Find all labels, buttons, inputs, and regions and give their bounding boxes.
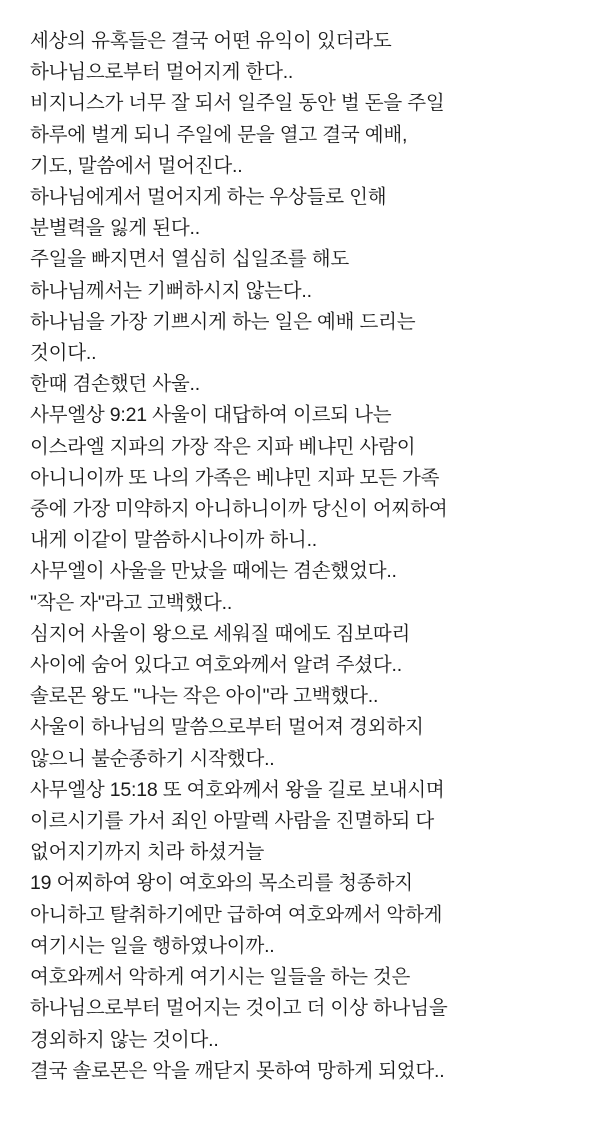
text-line: 이르시기를 가서 죄인 아말렉 사람을 진멸하되 다 bbox=[30, 810, 435, 833]
text-line: 경외하지 않는 것이다.. bbox=[30, 1028, 219, 1051]
text-line: 주일을 빠지면서 열심히 십일조를 해도 bbox=[30, 248, 350, 271]
document-text-block bbox=[30, 26, 578, 1087]
text-line: 사이에 숨어 있다고 여호와께서 알려 주셨다.. bbox=[30, 654, 402, 677]
text-line: 하나님으로부터 멀어지게 한다.. bbox=[30, 61, 294, 84]
text-line: 여호와께서 악하게 여기시는 일들을 하는 것은 bbox=[30, 966, 411, 989]
text-line: 것이다.. bbox=[30, 342, 97, 365]
text-line: 없어지기까지 치라 하셨거늘 bbox=[30, 841, 265, 864]
text-line: 아니니이까 또 나의 가족은 베냐민 지파 모든 가족 bbox=[30, 466, 440, 489]
text-line: 여기시는 일을 행하였나이까.. bbox=[30, 934, 275, 957]
text-line: 분별력을 잃게 된다.. bbox=[30, 217, 200, 240]
text-line: 한때 겸손했던 사울.. bbox=[30, 373, 200, 396]
text-line: 하나님께서는 기뻐하시지 않는다.. bbox=[30, 279, 312, 302]
text-line: 사무엘이 사울을 만났을 때에는 겸손했었다.. bbox=[30, 560, 397, 583]
text-line: 심지어 사울이 왕으로 세워질 때에도 짐보따리 bbox=[30, 622, 411, 645]
text-line: 기도, 말씀에서 멀어진다.. bbox=[30, 154, 243, 177]
text-line: 아니하고 탈취하기에만 급하여 여호와께서 악하게 bbox=[30, 903, 443, 926]
text-line: 사무엘상 15:18 또 여호와께서 왕을 길로 보내시며 bbox=[30, 778, 445, 801]
text-line: "작은 자"라고 고백했다.. bbox=[30, 591, 233, 614]
text-line: 세상의 유혹들은 결국 어떤 유익이 있더라도 bbox=[30, 30, 392, 52]
text-line: 19 어찌하여 왕이 여호와의 목소리를 청종하지 bbox=[30, 872, 413, 895]
text-line: 내게 이같이 말씀하시나이까 하니.. bbox=[30, 529, 318, 552]
text-line: 솔로몬 왕도 "나는 작은 아이"라 고백했다.. bbox=[30, 685, 379, 708]
text-line: 않으니 불순종하기 시작했다.. bbox=[30, 747, 275, 770]
text-line: 비지니스가 너무 잘 되서 일주일 동안 벌 돈을 주일 bbox=[30, 92, 445, 115]
text-line: 하나님에게서 멀어지게 하는 우상들로 인해 bbox=[30, 186, 387, 209]
text-line: 사울이 하나님의 말씀으로부터 멀어져 경외하지 bbox=[30, 716, 424, 739]
text-line: 중에 가장 미약하지 아니하니이까 당신이 어찌하여 bbox=[30, 498, 448, 521]
text-line: 하나님을 가장 기쁘시게 하는 일은 예배 드리는 bbox=[30, 310, 416, 333]
text-line: 결국 솔로몬은 악을 깨닫지 못하여 망하게 되었다.. bbox=[30, 1059, 445, 1082]
text-line: 하루에 벌게 되니 주일에 문을 열고 결국 예배, bbox=[30, 123, 408, 146]
text-line: 하나님으로부터 멀어지는 것이고 더 이상 하나님을 bbox=[30, 997, 448, 1020]
text-line: 이스라엘 지파의 가장 작은 지파 베냐민 사람이 bbox=[30, 435, 416, 458]
text-line: 사무엘상 9:21 사울이 대답하여 이르되 나는 bbox=[30, 404, 392, 427]
